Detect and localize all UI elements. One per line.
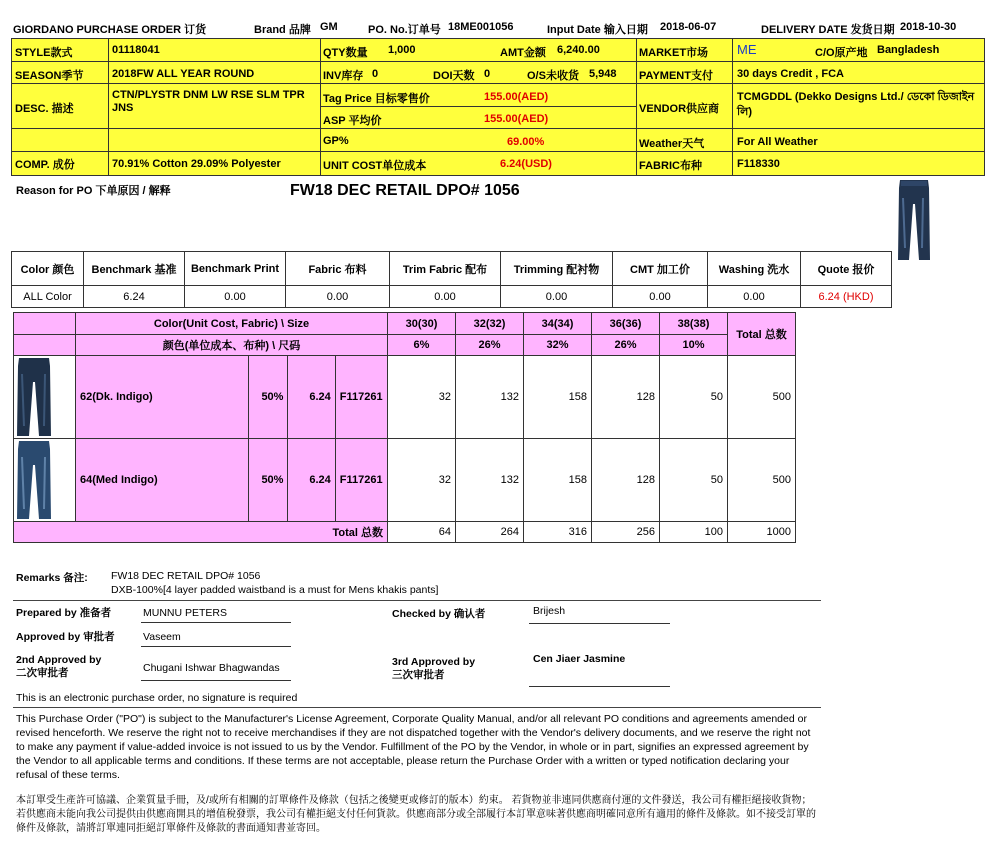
size-label-32: 32(32) [456,313,524,335]
bench-value-color: ALL Color [12,286,84,308]
remarks-line-2: DXB-100%[4 layer padded waistband is a must for Mens khakis pants] [111,584,439,596]
payment-value: 30 days Credit , FCA [737,68,844,80]
bench-header-benchmark: Benchmark 基准 [84,252,185,286]
total-34: 316 [524,522,592,543]
terms-english: This Purchase Order ("PO") is subject to the Manufacturer's License Agreement, Corporate Quality Manual, and/or all relevant PO conditions and agreements amended or revised henceforth. We reserve the right not to receive merchandises if they are not dispatched together with the Vendor's delivery documents, and we reserve the right not to make any payment if value-added invoice is not issued to us by the Vendor. Fulfillment of the PO by the Vendor, in whole or in part, signifies an expressed agreement by the Vendor to all applicable terms and conditions. If these terms are not acceptable, please return the Purchase Order with a written or typed notification declaring your refusal of these terms. [16,713,811,781]
size-label-30: 30(30) [388,313,456,335]
row-color-name: 62(Dk. Indigo) [76,356,249,439]
bench-header-trim-fabric: Trim Fabric 配布 [390,252,501,286]
fabric-label: FABRIC布种 [639,160,702,172]
outstanding-label: O/S未收货 [527,70,579,82]
doi-label: DOI天数 [433,70,475,82]
total-38: 100 [660,522,728,543]
third-approved-label-cn: 三次审批者 [392,669,445,681]
row-qty-30: 32 [388,356,456,439]
po-header [0,21,990,35]
bench-value-fabric: 0.00 [286,286,390,308]
origin-label: C/O原产地 [815,47,868,59]
size-label-34: 34(34) [524,313,592,335]
row-unit-cost: 6.24 [288,356,335,439]
row-unit-cost: 6.24 [288,439,335,522]
gp-value: 69.00% [507,136,545,148]
bench-header-washing: Washing 洗水 [708,252,801,286]
asp-label: ASP 平均价 [323,115,382,127]
total-32: 264 [456,522,524,543]
origin-value: Bangladesh [877,44,940,56]
dark-indigo-jeans-image [14,356,54,438]
row-qty-38: 50 [660,356,728,439]
size-header-en: Color(Unit Cost, Fabric) \ Size [76,313,388,335]
composition-label: COMP. 成份 [15,159,75,171]
size-pct-38: 10% [660,335,728,356]
tag-price-value: 155.00(AED) [484,91,549,103]
prepared-by-label: Prepared by 准备者 [16,607,112,619]
brand-value: GM [320,21,338,33]
table-row [14,356,796,439]
total-36: 256 [592,522,660,543]
market-label: MARKET市场 [639,47,709,59]
asp-value: 155.00(AED) [484,113,549,125]
size-total-header: Total 总数 [728,313,796,356]
bench-value-washing: 0.00 [708,286,801,308]
row-qty-38: 50 [660,439,728,522]
bench-header-color: Color 颜色 [12,252,84,286]
divider [13,600,821,601]
row-total: 500 [728,356,796,439]
bench-value-benchmark: 6.24 [84,286,185,308]
fabric-value: F118330 [737,158,780,170]
row-color-pct: 50% [249,356,288,439]
size-breakdown-table [13,312,796,543]
inventory-label: INV库存 [323,70,364,82]
reason-label: Reason for PO 下单原因 / 解释 [16,185,171,197]
approved-by-value: Vaseem [143,631,181,643]
po-info-grid [11,38,985,176]
checked-by-value: Brijesh [533,605,566,617]
second-approved-value: Chugani Ishwar Bhagwandas [143,662,280,674]
color-swatch-cell [14,439,76,522]
row-qty-36: 128 [592,356,660,439]
medium-indigo-jeans-image [14,439,54,521]
row-qty-32: 132 [456,439,524,522]
brand-label: Brand 品牌 [254,24,311,36]
bench-header-trimming: Trimming 配衬物 [501,252,613,286]
benchmark-table [11,251,892,308]
size-pct-36: 26% [592,335,660,356]
unit-cost-label: UNIT COST单位成本 [323,160,427,172]
bench-header-benchmark-print: Benchmark Print [185,252,286,286]
amount-label: AMT金额 [500,47,546,59]
third-approved-value: Cen Jiaer Jasmine [533,653,626,665]
inventory-value: 0 [372,68,379,80]
delivery-date-value: 2018-10-30 [900,21,957,33]
size-pct-32: 26% [456,335,524,356]
po-number-label: PO. No.订单号 [368,24,441,36]
outstanding-value: 5,948 [589,68,617,80]
bench-header-cmt: CMT 加工价 [613,252,708,286]
row-fabric: F117261 [335,439,387,522]
bench-value-trim-fabric: 0.00 [390,286,501,308]
total-30: 64 [388,522,456,543]
row-qty-32: 132 [456,356,524,439]
size-pct-34: 32% [524,335,592,356]
row-qty-34: 158 [524,439,592,522]
third-approved-label: 3rd Approved by [392,656,476,668]
size-header-corner-2 [14,335,76,356]
row-qty-30: 32 [388,439,456,522]
color-swatch-cell [14,356,76,439]
totals-row [14,522,796,543]
remarks-line-1: FW18 DEC RETAIL DPO# 1056 [111,570,261,582]
delivery-date-label: DELIVERY DATE 发货日期 [761,24,895,36]
weather-label: Weather天气 [639,138,705,150]
bench-header-quote: Quote 报价 [801,252,892,286]
divider [13,707,821,708]
payment-label: PAYMENT支付 [639,70,713,82]
desc-value: CTN/PLYSTR DNM LW RSE SLM TPR JNS [112,89,305,114]
row-qty-36: 128 [592,439,660,522]
product-jeans-image [896,178,932,262]
weather-value: For All Weather [737,136,818,148]
size-label-36: 36(36) [592,313,660,335]
size-header-cn: 颜色(单位成本、布种) \ 尺码 [76,335,388,356]
checked-by-label: Checked by 确认者 [392,608,486,620]
second-approved-label: 2nd Approved by [16,654,102,666]
market-value: ME [737,42,757,57]
po-title: GIORDANO PURCHASE ORDER 订货 [13,24,207,36]
season-value: 2018FW ALL YEAR ROUND [112,68,255,80]
season-label: SEASON季节 [15,70,84,82]
style-value: 01118041 [112,44,160,56]
second-approved-label-cn: 二次审批者 [16,667,69,679]
composition-value: 70.91% Cotton 29.09% Polyester [112,158,281,170]
amount-value: 6,240.00 [557,44,600,56]
vendor-label: VENDOR供应商 [639,103,720,115]
size-label-38: 38(38) [660,313,728,335]
bench-value-cmt: 0.00 [613,286,708,308]
size-header-corner [14,313,76,335]
approved-by-label: Approved by 审批者 [16,631,115,643]
gp-label: GP% [323,135,349,147]
bench-header-fabric: Fabric 布料 [286,252,390,286]
table-row [14,439,796,522]
bench-value-benchmark-print: 0.00 [185,286,286,308]
vendor-value: TCMGDDL (Dekko Designs Ltd./ ডেকো ডিজাইন লি) [737,91,975,118]
style-label: STYLE款式 [15,47,73,59]
input-date-label: Input Date 输入日期 [547,24,648,36]
row-total: 500 [728,439,796,522]
row-fabric: F117261 [335,356,387,439]
doi-value: 0 [484,68,491,80]
bench-value-trimming: 0.00 [501,286,613,308]
row-color-pct: 50% [249,439,288,522]
desc-label: DESC. 描述 [15,103,74,115]
tag-price-label: Tag Price 目标零售价 [323,93,430,105]
unit-cost-value: 6.24(USD) [500,158,552,170]
terms-chinese: 本訂單受生產許可協議、企業質量手冊，及/或所有相關的訂單條件及條款（包括之後變更或修訂的版本）約束。 若貨物並非連同供應商付運的文件發送，我公司有權拒絕接收貨物；若供應商未能向我公司提供由供應商開具的增值稅發票，我公司有權拒絕支付任何貨款。供應商部分或全部履行本訂單意味著供應商明確同意所有適用的條件及條款。如不接受訂單的條件及條款，請將訂單連同拒絕訂單條件及條款的書面通知書並寄回。 [16,795,816,834]
qty-value: 1,000 [388,44,416,56]
size-pct-30: 6% [388,335,456,356]
row-qty-34: 158 [524,356,592,439]
bench-value-quote: 6.24 (HKD) [801,286,892,308]
electronic-note: This is an electronic purchase order, no signature is required [16,692,298,704]
remarks-label: Remarks 备注: [16,572,88,584]
grand-total: 1000 [728,522,796,543]
totals-label: Total 总数 [14,522,388,543]
prepared-by-value: MUNNU PETERS [143,607,228,619]
input-date-value: 2018-06-07 [660,21,717,33]
po-number-value: 18ME001056 [448,21,514,33]
retail-title: FW18 DEC RETAIL DPO# 1056 [290,182,520,199]
qty-label: QTY数量 [323,47,368,59]
row-color-name: 64(Med Indigo) [76,439,249,522]
